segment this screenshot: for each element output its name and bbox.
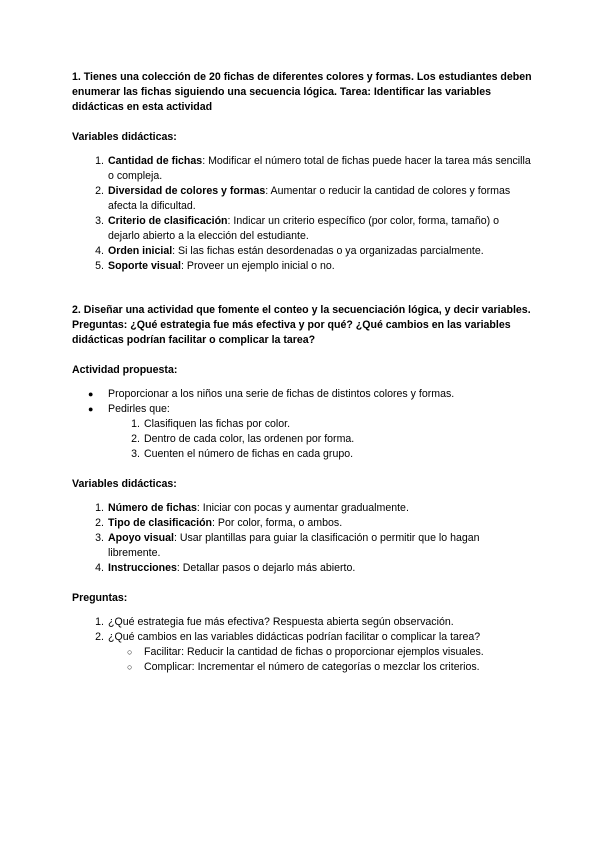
document-page	[72, 70, 532, 675]
activity-list	[72, 387, 532, 462]
list-item	[72, 417, 532, 432]
list-item	[72, 615, 532, 630]
list-item	[72, 184, 532, 214]
item-text: ¿Qué estrategia fue más efectiva? Respuesta abierta según observación.	[108, 616, 454, 628]
description: : Si las fichas están desordenadas o ya organizadas parcialmente.	[172, 245, 484, 257]
term: Orden inicial	[108, 245, 173, 257]
activity-heading: Actividad propuesta:	[72, 364, 178, 376]
item-text: Clasifiquen las fichas por color.	[144, 418, 291, 430]
list-number: 2.	[95, 185, 104, 197]
term: Diversidad de colores y formas	[108, 185, 266, 197]
list-number: 3.	[95, 215, 104, 227]
term: Apoyo visual	[108, 532, 174, 544]
list-number: 1.	[95, 155, 104, 167]
term: Criterio de clasificación	[108, 215, 228, 227]
list-item	[72, 561, 532, 576]
list-item	[72, 259, 532, 274]
list-number: 2.	[131, 433, 140, 445]
description: : Detallar pasos o dejarlo más abierto.	[176, 562, 356, 574]
list-number: 4.	[95, 245, 104, 257]
list-item	[72, 402, 532, 417]
list-number: 5.	[95, 260, 104, 272]
description: : Indicar un criterio específico (por color, forma, tamaño) o dejarlo abierto a la elección del estudiante.	[108, 215, 499, 242]
list-number: 1.	[131, 418, 140, 430]
item-text: Proporcionar a los niños una serie de fichas de distintos colores y formas.	[108, 388, 455, 400]
description: : Aumentar o reducir la cantidad de colores y formas afecta la dificultad.	[108, 185, 511, 212]
q2-variables-list	[72, 501, 532, 576]
list-item	[72, 531, 532, 561]
list-number: 3.	[95, 532, 104, 544]
item-text: Cuenten el número de fichas en cada grupo.	[144, 448, 354, 460]
questions-heading: Preguntas:	[72, 592, 128, 604]
term: Tipo de clasificación	[108, 517, 213, 529]
q1-variables-heading: Variables didácticas:	[72, 131, 177, 143]
list-number: 4.	[95, 562, 104, 574]
question-1-title: 1. Tienes una colección de 20 fichas de diferentes colores y formas. Los estudiantes deben enumerar las fichas siguiendo una secuencia lógica. Tarea: Identificar las variables didácticas en esta actividad	[72, 71, 532, 113]
list-item	[72, 214, 532, 244]
list-item	[72, 645, 532, 660]
questions-list	[72, 615, 532, 675]
term: Número de fichas	[108, 502, 197, 514]
term: Soporte visual	[108, 260, 181, 272]
list-item	[72, 447, 532, 462]
list-item	[72, 154, 532, 184]
list-number: 1.	[95, 616, 104, 628]
description: : Usar plantillas para guiar la clasificación o permitir que lo hagan libremente.	[108, 532, 480, 559]
bullet-icon: ●	[88, 389, 94, 399]
list-item	[72, 630, 532, 645]
list-number: 2.	[95, 517, 104, 529]
list-number: 3.	[131, 448, 140, 460]
list-item	[72, 387, 532, 402]
term: Cantidad de fichas	[108, 155, 203, 167]
item-text: Pedirles que:	[108, 403, 170, 415]
item-text: ¿Qué cambios en las variables didácticas podrían facilitar o complicar la tarea?	[108, 631, 481, 643]
item-text: Dentro de cada color, las ordenen por forma.	[144, 433, 355, 445]
description: : Por color, forma, o ambos.	[212, 517, 343, 529]
list-item	[72, 516, 532, 531]
list-number: 1.	[95, 502, 104, 514]
description: : Iniciar con pocas y aumentar gradualmente.	[196, 502, 409, 514]
item-text: Facilitar: Reducir la cantidad de fichas o proporcionar ejemplos visuales.	[144, 646, 484, 658]
term: Instrucciones	[108, 562, 177, 574]
q2-variables-heading: Variables didácticas:	[72, 478, 177, 490]
item-text: Complicar: Incrementar el número de categorías o mezclar los criterios.	[144, 661, 480, 673]
bullet-icon: ●	[88, 404, 94, 414]
list-item	[72, 432, 532, 447]
description: : Proveer un ejemplo inicial o no.	[181, 260, 335, 272]
description: : Modificar el número total de fichas puede hacer la tarea más sencilla o compleja.	[108, 155, 531, 182]
circle-bullet-icon: ○	[127, 647, 133, 657]
list-item	[72, 660, 532, 675]
list-item	[72, 501, 532, 516]
list-item	[72, 244, 532, 259]
circle-bullet-icon: ○	[127, 662, 133, 672]
list-number: 2.	[95, 631, 104, 643]
question-2-title: 2. Diseñar una actividad que fomente el conteo y la secuenciación lógica, y decir variables. Preguntas: ¿Qué estrategia fue más efectiva y por qué? ¿Qué cambios en las variables didácticas podrían facilitar o complicar la tarea?	[72, 304, 531, 346]
q1-variables-list	[72, 154, 532, 274]
